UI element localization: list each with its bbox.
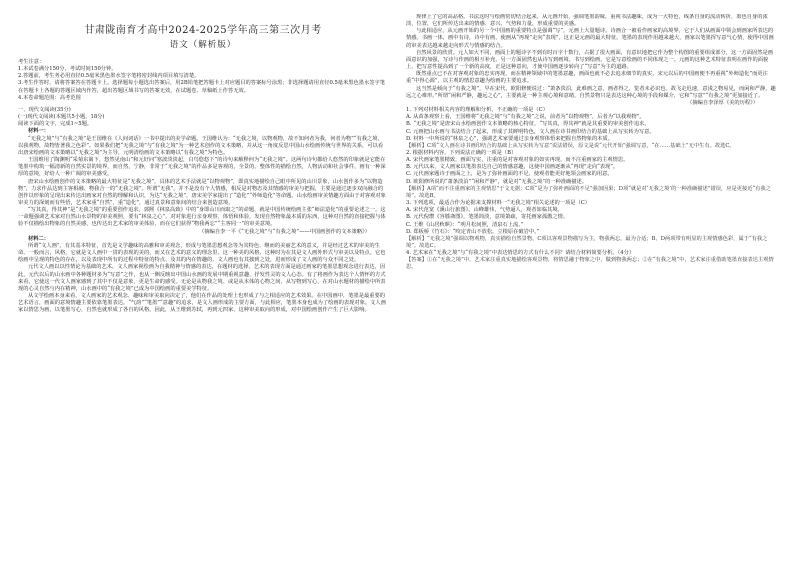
right-column [406,14,776,555]
question-1-option: B. “无我之境”是唐宋山水绘画创作文本策略的核心特征，“写其真，得其神”就是其重要的审美创作追求。 [406,121,650,128]
question-2-analysis: 【解析】A项“而不注重画家的主观情思”于文无据；C项“是为了弥补画面的不足”强加因果；D项“就是对‘无我之境’的一种准确描述”错误，应是更接近“有我之境”。故选B。 [406,185,771,199]
material-2-paragraph: 既然重点已不在对客观对象的忠实再现，而在精神领域中的笔墨意趣，画面也就不必去追求细节的真实，宋元以后的中国画便不再重视“外师造化”而更注重“中得心源”，以主观的情思意趣为绘画的主要追求。 [406,71,768,85]
note-item: 3.考生作答时，请将答案答在答题卡上。选择题每小题选出答案后，用2B铅笔把答题卡上对应题目的答案标号涂黑；非选择题请用直径0.5毫米黑色墨水签字笔在答题卡上各题的答题区域内作答，超出答题区域书写的答案无效，在试题卷、草稿纸上作答无效。 [18,80,386,94]
question-2-stem: 2. 根据材料内容，下列说法正确的一项是（B） [406,149,517,156]
material-1-paragraph: “无我之境”与“有我之境”是王国维在《人间词话》一书中提出的美学命题。王国维认为：“无我之境，以物观物，故不知何者为我，何者为物”“有我之境，以我观物，故物皆著我之色彩”。如果我们把“无我之境”与“有我之境”为一种艺术创作的文本策略，并从这一角度反思中国山水绘画传统与世界的关系，可以看出唐宋绘画的文本策略以“无我之境”为主导，元明清绘画的文本策略以“有我之境”为特色。 [18,135,384,156]
material-2-label: 材料二： [28,235,49,242]
material-2-source: （摘编自李泽厚《美的历程》） [687,99,758,106]
material-2-paragraph: 规律上了它的高品格。书法这时与绘画密切结合起来，从元画开始，强调笔墨韵味，重视书法趣味，成为一大特色，线条自身的流动转折，墨色自身的浓淡，位置，它们所传达出来的情感、意兴、气势和力量，形成重要的美感。 [406,14,768,28]
material-1-paragraph: 唐宋山水绘画创作的文本策略的最大特征是“无我之境”，具体的艺术手法就是“以物观物”，即真实地描绘自己眼中所见的山川景象，山水创作多为“以物造物”，力求作品达到主客相融、物我合一的“无我之境”。所谓“无我”，并不是没有个人情感，相反是对物态及其情感的审美与把握，主要是通过逐步双向融合的创作以形象的呈现出来传达出画家对自然的理解和认识，为达“无我之境”，唐宋美学家提出了“造化”“外师造化”等命题。山水绘画审美情趣方面由于对客观对象审美力的深刻而有些悟，艺术家重“自然”，重“造化”，通过真景和意象间的结合来创造意境。 [18,178,386,206]
question-4-stem: 4. 艺术家在“无我之境”与“有我之境”中表达情思的方式有什么不同？请结合材料简要分析。（4分） [406,250,635,257]
question-1-option: C. 元画把山水画与书法结合了起来，形成了其鲜明特色，文人画在诗书画印结合的基础上从写实转为写意。 [406,128,655,135]
material-1-label: 材料一： [28,128,49,135]
note-item: 2.答题前，考生务必用直径0.5毫米黑色墨水签字笔将密封线内项目填写清楚。 [18,73,200,80]
material-1-source: （摘编自李一平《“无我之境”与“有我之境”——中国画创作的文本策略》） [199,228,370,235]
question-3-analysis: 【解析】“无我之境”强调以物观物，真实描绘自然景物，C项以客观景物描写为主，物我两忘，最为合适；B、D两项带有明显的主观情感色彩，属于“有我之境”。故选C。 [406,235,768,249]
question-2-option: D. 欧阳修所说的“萧条淡泊”“闲和严静”，就是对“无我之境”的一种准确描述。 [406,178,587,185]
material-2-paragraph: 这当然是倾向于“有我之境”，早在宋代，欧阳修便说过：“萧条淡泊，此难画之意，画者得之，览者未必识也。故飞走迟速，意浅之物易见，而闲和严静，趣远之心难形。”所谓“闲和严静，趣远之心”，主要就是一种主观心境和意绪，自然景物只是表达这种心境的手段和媒介，它和“写意”“有我之境”更加接近了。 [406,85,776,99]
question-3-option: B. 元代倪瓒《容膝斋图》，笔墨简淡，意境萧疏，寄托画家孤傲之情。 [406,214,569,221]
question-1-analysis: 【解析】C项“文人画在诗书画印结合的基础上从写实转为写意”说法错误，原文是说“元代开始”强调写意，“在……基础上”无中生有。故选C。 [406,142,735,149]
question-4-answer: 【答案】①在“无我之境”中，艺术家注重真实地描绘客观景物，将情思融于物象之中，做到物我两忘；②在“有我之境”中，艺术家注重借助笔墨直接表达主观情思。 [406,257,774,271]
material-2-paragraph: 所谓“文人画”，有其基本特征，首先是文学趣味的高雅和审美观念，形成与笔墨思想观念等为其特色、继而的美丽艺术的意义，并是经过艺术的审美的生命、一般而言，风格，它就是文人画中一贯的表现的美的，而又在艺术的意义的理念里、这一种美的风格、这种时为在其是文人画外形式与审美以及特点。它也绘画中呈现的特色的存在，以及表现中所有的过程中特征的特点、及其的内在情趣的、文人画也有其独到之处，进而形成了文人画的与众不同之处。 [18,242,386,264]
question-2-option: A. 宋代画家笔墨精致，画面写实，注重的是对客观对象的如实再现，而不注重画家的主观情思。 [406,157,629,164]
question-3-option: A. 宋代范宽《溪山行旅图》，山峰雄伟，气势逼人，观者如临其境。 [406,207,563,214]
exam-subtitle: 语文（解析版） [169,40,237,50]
instruction-text: 阅读下面的文字，完成1~5题。 [18,121,93,128]
material-2-paragraph: 元代文人画以以性情论为基础的艺术，文人画家视绘画为自我精神与情感的表达，在题材的选择、艺术的表现方面是通过画家的笔墨思想观念进行表达，因此，元代以后的山水画中各种题材多为“写意”之作，也从一侧反映出中国山水画的发展中期重视意趣、抒发性灵的文人心态。有了将画作为表达个人情怀的方式来看，它使这一代文人画家感到了其中不仅是意象，更是生命的感受。无论是从物我之境、或是从本体的心物之间，从写物到写心，在对山水题材的描绘中所表现的心灵自然与内在精神，山水画中的“有我之境”已成为中国绘画的重要美学特征。 [18,264,386,292]
material-2-paragraph: 自然风景的欣赏。元人如大不同，画面上的题诗字不到有时百字十数行，占据了很大画面，有意识地把它作为整个构图的重要组成部分，这一方面固然是画面意识的加强，写诗与作画的相互补充，另一方面固然也从诗写到画境、书写到绘画，它是写意绘画的不同体现之一。元画的这种艺术特征表明在画作的面貌上，把写意性提高到了一个新的高度，正是这种意向，才使中国画逐步转向了“写意”为主的道路。 [406,49,773,71]
exam-notes [18,59,388,102]
question-1-stem: 1. 下列对材料相关内容的理解和分析，不正确的一项是（C） [406,107,548,114]
note-item: 4.本卷命题范围：高考范围 [18,94,81,101]
question-1-option: A. 从苗条观察上看，王国维将“无我之境”与“有我之境”之说，前者为“以物观物”，后者为“以我观物”。 [406,114,645,121]
material-2-paragraph: 与此相适应，从元画开始的另一个中国画的重要特点是强调“写”，元画上大量题诗。诗画合一被看作画家的高境界，它于人们从画面中领会到画家所表达的情感。书画一体，画中有诗，诗中有画，使画从“再现”走向“表现”，这正是元画的最大特征。笔墨的表现作用越来越大，画家以笔墨挥写意气心情，使得中国画的审美表达越来越走向形式与情感的结合。 [406,28,774,49]
material-1-paragraph: “写其真，得其神”是“无我之境”的重要创作追求。郭熙《林泉高致》中的“身即山川而取之”的命题，就是中国传统绘画主张“师法造化”的重要论述之一。这一命题强调艺术家对自然山水景物的审美观照，要有“林泉之心”，对对象进行亲身观察、体悟和体验，发现自然物象最本质的东西，这种对自然的直接把握与体验不仅描绘出物象的自然美感，也传达出艺术家的审美体验，而在它们获得“物我两忘”“主客同一”的审美意境。 [18,207,386,228]
note-item: 1.本试卷满分150分，考试时间150分钟。 [18,66,117,73]
question-2-option: B. 元代以来，文人画家以笔墨表达自己的情感意趣，这使中国画逐渐从“再现”走向“表现”。 [406,164,619,171]
left-column [18,14,388,555]
section-subheading: (一)现代文阅读(本题共5小题，18分) [18,114,105,121]
question-3-option: C. 王维《山居秋暝》：“明月松间照，清泉石上流。” [406,221,524,228]
section-heading: 一、现代文阅读(35分) [18,106,71,113]
notes-heading: 考生注意： [18,59,45,65]
question-1-option: D. 材料一中所说的“林泉之心”，强调艺术家要通过亲身观察体悟来把握自然物象的本质。 [406,135,613,142]
question-3-stem: 3. 下列选项，最适合作为论据来支撑材料一“无我之境”相关论述的一项是（C） [406,200,591,207]
exam-title: 甘肃陇南育才高中2024-2025学年高三第三次月考 [84,25,322,36]
material-1-paragraph: 王国维用了陶渊明“采菊东篱下，悠然见南山”和元好问“寒波淡淡起，白鸟悠悠下”的诗句来解释何为“无我之境”。这两句诗句都给人悠然的印象就是它能在笔墨中构筑一幅清新的自然实景的境界，而自然，宁静，非常于“无我之境”的作品多是客观的，全景的、整体性的描绘自然，人物活动和社会事件，画有一种深厚的意境，好给人一种广阔的审美感受。 [18,157,386,178]
question-2-option: C. 元代画家题诗于画面之上，是为了弥补画面的不足，使观者能更好地领会画家的用意。 [406,171,613,178]
material-2-paragraph: 从文学绘画本身来看，文人画家的艺术观念、趣味和审美取向决定了，他们在作品的处理上也形成了与之相适应的艺术效果。在中国画中，笔墨是最重要的艺术语言，画面的意境情趣主要依靠笔墨表达。“气韵”“笔墨”“意趣”的追求，是文人画形成的主要方面，与此相应，笔墨本身也成为了绘画的表现对象。文人画家以情思为画，以笔墨写心，自然也就形成了各自的风格。因此，从王维到苏轼，再到元四家，这种审美取向的形成，对中国绘画创作产生了巨大影响。 [18,293,386,314]
question-3-option: D. 郑板桥《竹石》：“咬定青山不放松，立根原在破岩中。” [406,228,540,235]
